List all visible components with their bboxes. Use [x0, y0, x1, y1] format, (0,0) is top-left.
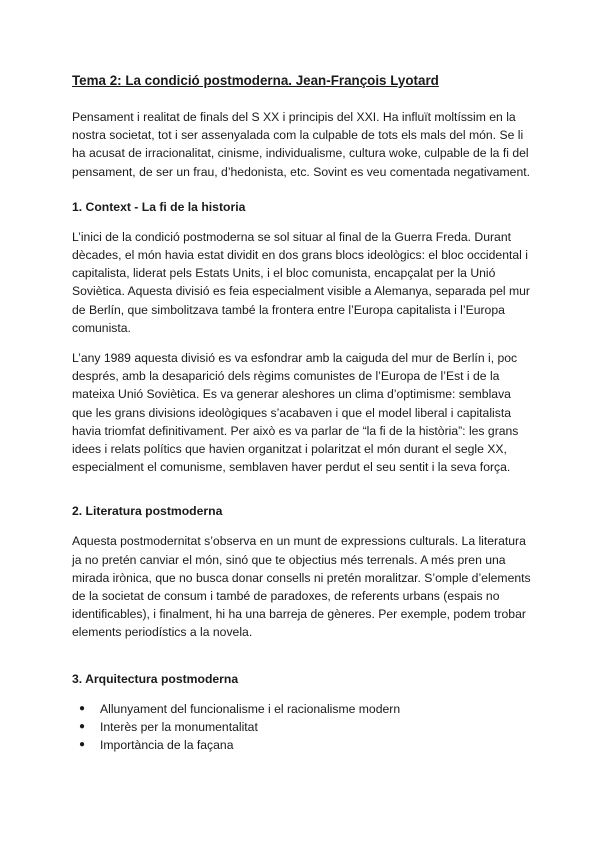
- section-spacer: [72, 488, 534, 502]
- context-paragraph-1: L’inici de la condició postmoderna se sol situar al final de la Guerra Freda. Durant dècades, el món havia estat dividit en dos grans blocs ideològics: el bloc occidental i capitalista, liderat pels Estats Units, i el bloc comunista, encapçalat per la Unió Soviètica. Aquesta divisió es feia especialment visible a Alemanya, separada pel mur de Berlín, que simbolitzava també la frontera entre l’Europa capitalista i l’Europa comunista.: [72, 229, 530, 335]
- list-item-text: Allunyament del funcionalisme i el racionalisme modern: [100, 701, 401, 716]
- intro-paragraph: Pensament i realitat de finals del S XX i principis del XXI. Ha influït moltíssim en la nostra societat, tot i ser assenyalada com la culpable de tots els mals del món. Se li ha acusat de irracionalitat, cinisme, individualisme, cultura woke, culpable de la fi del pensament, de ser un frau, d’hedonista, etc. Sovint es veu comentada negativament.: [72, 110, 530, 179]
- section-heading-literatura: 2. Literatura postmoderna: [72, 504, 223, 519]
- bullet-icon: ●: [79, 721, 86, 733]
- bullet-icon: ●: [79, 739, 86, 751]
- list-item: [72, 736, 534, 754]
- section-heading-arquitectura: 3. Arquitectura postmoderna: [72, 671, 239, 686]
- page-title: Tema 2: La condició postmoderna. Jean-François Lyotard: [72, 73, 439, 88]
- list-item: [72, 718, 534, 736]
- context-paragraph-2: L’any 1989 aquesta divisió es va esfondrar amb la caiguda del mur de Berlín i, poc després, amb la desaparició dels règims comunistes de l’Europa de l’Est i de la mateixa Unió Soviètica. Es va generar aleshores un clima d’optimisme: semblava que les grans divisions ideològiques s’acabaven i que el model liberal i capitalista havia triomfat definitivament. Per això es va parlar de “la fi de la història”: les grans idees i relats polítics que havien organitzat i polaritzat el món durant el segle XX, especialment el comunisme, semblaven haver perdut el seu sentit i la seva força.: [72, 351, 519, 475]
- arquitectura-bullet-list: [72, 700, 534, 755]
- literatura-paragraph: Aquesta postmodernitat s’observa en un munt de expressions culturals. La literatura ja no pretén canviar el món, sinó que te objectius més terrenals. A més pren una mirada irònica, que no busca donar consells ni pretén moralitzar. S’omple d’elements de la societat de consum i també de paradoxes, de referents urbans (espais no identificables), i finalment, hi ha una barreja de gèneres. Per exemple, podem trobar elements periodístics a la novela.: [72, 534, 531, 640]
- section-heading-context: 1. Context - La fi de la historia: [72, 199, 246, 214]
- list-item: [72, 700, 534, 718]
- list-item-text: Interès per la monumentalitat: [100, 720, 258, 735]
- bullet-icon: ●: [79, 702, 86, 714]
- list-item-text: Importància de la façana: [100, 738, 234, 753]
- section-spacer: [72, 654, 534, 670]
- document-page: [72, 72, 534, 755]
